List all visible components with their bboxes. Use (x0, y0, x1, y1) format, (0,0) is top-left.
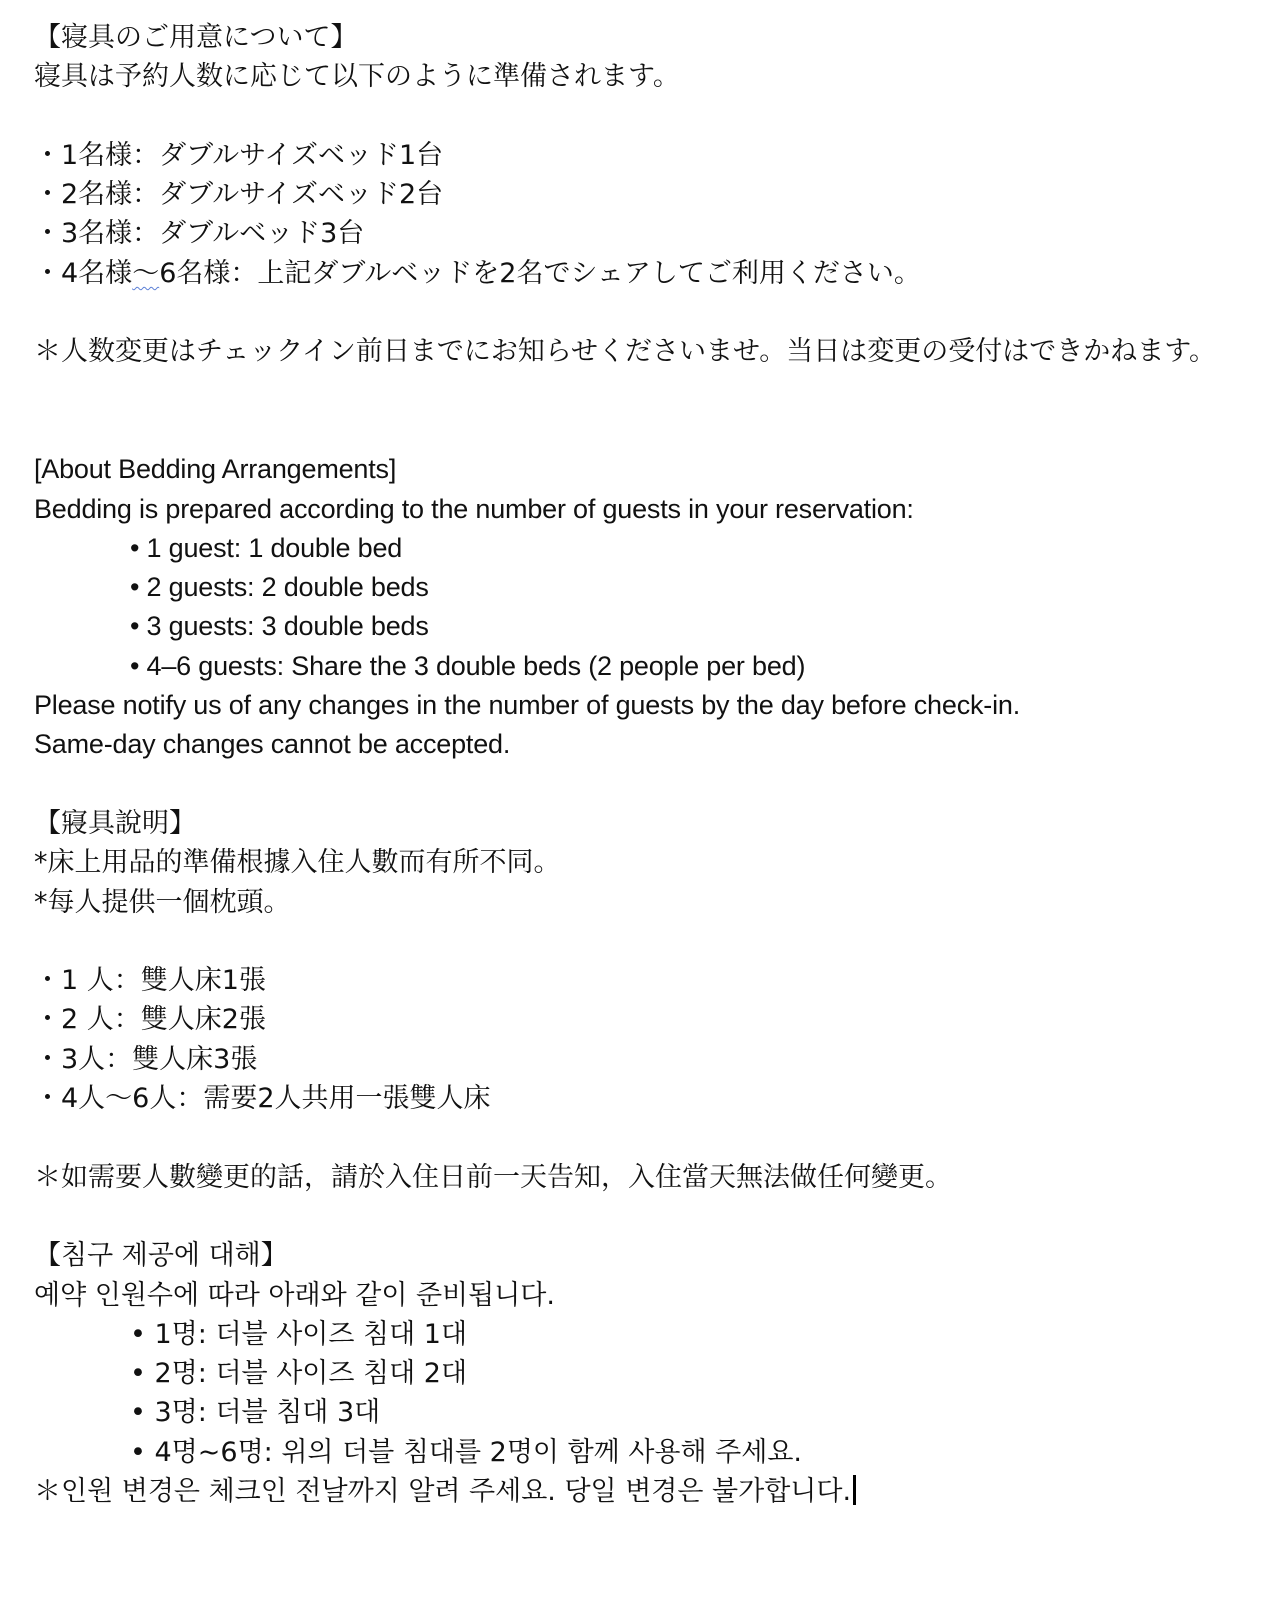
korean-item-1: • 1명: 더블 사이즈 침대 1대 (130, 1318, 468, 1350)
spellcheck-underline: ～ (132, 257, 160, 289)
japanese-section (34, 18, 1264, 372)
chinese-heading: 【寢具說明】 (34, 807, 196, 839)
english-item-1: • 1 guest: 1 double bed (130, 532, 403, 563)
english-section (34, 450, 1264, 764)
chinese-item-3: ・3人：雙人床3張 (34, 1043, 258, 1075)
japanese-note: ＊人数変更はチェックイン前日までにお知らせくださいませ。当日は変更の受付はできかねます。 (34, 336, 1217, 368)
chinese-item-2: ・2 人：雙人床2張 (34, 1004, 266, 1036)
korean-intro: 예약 인원수에 따라 아래와 같이 준비됩니다. (34, 1279, 555, 1311)
blank-line (34, 765, 1264, 804)
blank-line (34, 1197, 1264, 1236)
korean-item-4: • 4명~6명: 위의 더블 침대를 2명이 함께 사용해 주세요. (130, 1436, 802, 1468)
chinese-item-1: ・1 人：雙人床1張 (34, 965, 266, 997)
korean-item-2: • 2명: 더블 사이즈 침대 2대 (130, 1358, 468, 1390)
english-note-1: Please notify us of any changes in the number of guests by the day before check-in. (34, 690, 1020, 721)
english-heading: [About Bedding Arrangements] (34, 454, 397, 485)
english-item-2: • 2 guests: 2 double beds (130, 572, 429, 603)
korean-note: ＊인원 변경은 체크인 전날까지 알려 주세요. 당일 변경은 불가합니다. (34, 1475, 852, 1507)
blank-line (34, 372, 1264, 411)
japanese-item-1: ・1名様：ダブルサイズベッド1台 (34, 139, 444, 171)
chinese-item-4: ・4人～6人：需要2人共用一張雙人床 (34, 1083, 491, 1115)
japanese-item-3: ・3名様：ダブルベッド3台 (34, 218, 365, 250)
korean-item-3: • 3명: 더블 침대 3대 (130, 1397, 381, 1429)
blank-line (34, 293, 1264, 332)
english-intro: Bedding is prepared according to the number of guests in your reservation: (34, 493, 914, 524)
english-item-4: • 4–6 guests: Share the 3 double beds (2 people per bed) (130, 650, 806, 681)
text-cursor (853, 1475, 856, 1505)
english-item-3: • 3 guests: 3 double beds (130, 611, 429, 642)
japanese-item-2: ・2名様：ダブルサイズベッド2台 (34, 179, 444, 211)
korean-note-line (34, 1472, 1264, 1511)
japanese-item-4-prefix: ・4名様 (34, 257, 133, 289)
blank-line (34, 1118, 1264, 1157)
chinese-line-1: *床上用品的準備根據入住人數而有所不同。 (34, 847, 561, 879)
japanese-intro: 寝具は予約人数に応じて以下のように準備されます。 (34, 61, 680, 93)
english-note-2: Same-day changes cannot be accepted. (34, 729, 511, 760)
document-body[interactable] (34, 18, 1264, 1511)
chinese-line-2: *每人提供一個枕頭。 (34, 886, 291, 918)
blank-line (34, 922, 1264, 961)
korean-heading: 【침구 제공에 대해】 (34, 1240, 288, 1272)
japanese-item-4-suffix: 6名様：上記ダブルベッドを2名でシェアしてご利用ください。 (159, 257, 921, 289)
chinese-note: ＊如需要人數變更的話，請於入住日前一天告知，入住當天無法做任何變更。 (34, 1161, 952, 1193)
japanese-item-4 (34, 254, 1264, 293)
blank-line (34, 411, 1264, 450)
chinese-section (34, 804, 1264, 1197)
korean-section (34, 1236, 1264, 1511)
japanese-heading: 【寝具のご用意について】 (34, 22, 358, 53)
blank-line (34, 97, 1264, 136)
